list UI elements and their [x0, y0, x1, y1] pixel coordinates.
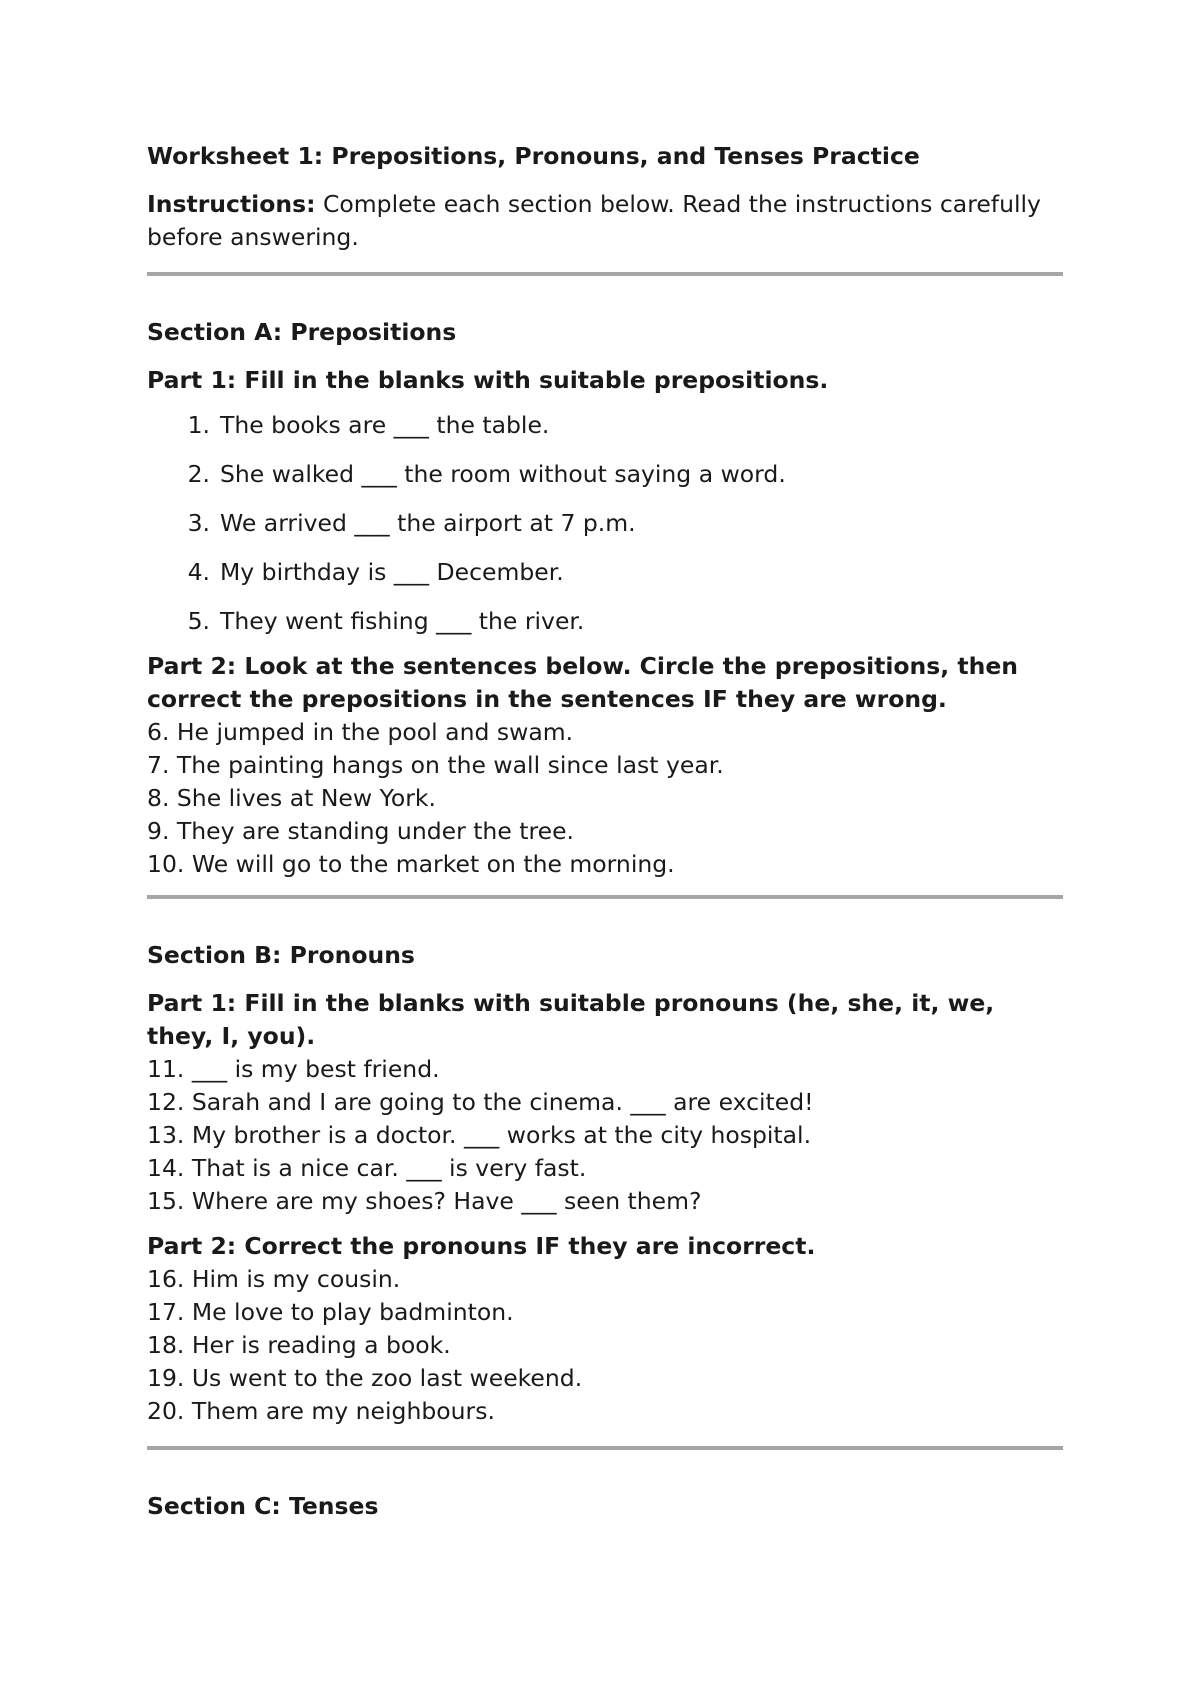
section-a-part2-list: [147, 716, 1063, 881]
list-item-number: 3.: [187, 509, 210, 537]
list-item: [147, 605, 1063, 638]
list-item: 8. She lives at New York.: [147, 784, 436, 812]
list-item-text: She walked ___ the room without saying a word.: [220, 460, 786, 488]
list-item-text: My birthday is ___ December.: [220, 558, 564, 586]
list-item: 19. Us went to the zoo last weekend.: [147, 1364, 583, 1392]
section-a-part1-list: [147, 409, 1063, 638]
instructions-label: Instructions:: [147, 190, 316, 218]
list-item: [147, 507, 1063, 540]
list-item: 16. Him is my cousin.: [147, 1265, 401, 1293]
section-a-title: Section A: Prepositions: [147, 318, 457, 346]
list-item-text: The books are ___ the table.: [220, 411, 550, 439]
list-item-number: 5.: [187, 607, 210, 635]
list-item: 15. Where are my shoes? Have ___ seen them?: [147, 1187, 702, 1215]
list-item: 17. Me love to play badminton.: [147, 1298, 514, 1326]
list-item: 10. We will go to the market on the morning.: [147, 850, 675, 878]
list-item: 13. My brother is a doctor. ___ works at the city hospital.: [147, 1121, 812, 1149]
list-item-text: We arrived ___ the airport at 7 p.m.: [220, 509, 636, 537]
section-c-title: Section C: Tenses: [147, 1492, 379, 1520]
section-b-part2-title: Part 2: Correct the pronouns IF they are incorrect.: [147, 1232, 816, 1260]
divider: [147, 272, 1063, 276]
list-item-number: 4.: [187, 558, 210, 586]
list-item: 11. ___ is my best friend.: [147, 1055, 440, 1083]
list-item: 14. That is a nice car. ___ is very fast.: [147, 1154, 587, 1182]
list-item-number: 2.: [187, 460, 210, 488]
list-item: 6. He jumped in the pool and swam.: [147, 718, 574, 746]
instructions: [147, 188, 1063, 254]
section-b-part1-title: Part 1: Fill in the blanks with suitable pronouns (he, she, it, we, they, I, you).: [147, 989, 995, 1050]
list-item: [147, 409, 1063, 442]
list-item: 20. Them are my neighbours.: [147, 1397, 495, 1425]
list-item-text: They went fishing ___ the river.: [220, 607, 585, 635]
section-b-part1-list: [147, 1053, 1063, 1218]
list-item: 9. They are standing under the tree.: [147, 817, 575, 845]
list-item: [147, 458, 1063, 491]
list-item: 12. Sarah and I are going to the cinema. ___ are excited!: [147, 1088, 814, 1116]
section-a-part2-title: Part 2: Look at the sentences below. Circle the prepositions, then correct the prepositions in the sentences IF they are wrong.: [147, 652, 1019, 713]
worksheet-page: [147, 140, 1063, 1538]
section-b-title: Section B: Pronouns: [147, 941, 415, 969]
list-item: [147, 556, 1063, 589]
list-item: 18. Her is reading a book.: [147, 1331, 451, 1359]
list-item-number: 1.: [187, 411, 210, 439]
section-a-part1-title: Part 1: Fill in the blanks with suitable prepositions.: [147, 366, 829, 394]
list-item: 7. The painting hangs on the wall since last year.: [147, 751, 724, 779]
instructions-text: Complete each section below. Read the instructions carefully before answering.: [147, 190, 1041, 251]
divider: [147, 895, 1063, 899]
section-b-part2-list: [147, 1263, 1063, 1428]
divider: [147, 1446, 1063, 1450]
worksheet-title: Worksheet 1: Prepositions, Pronouns, and Tenses Practice: [147, 142, 920, 170]
